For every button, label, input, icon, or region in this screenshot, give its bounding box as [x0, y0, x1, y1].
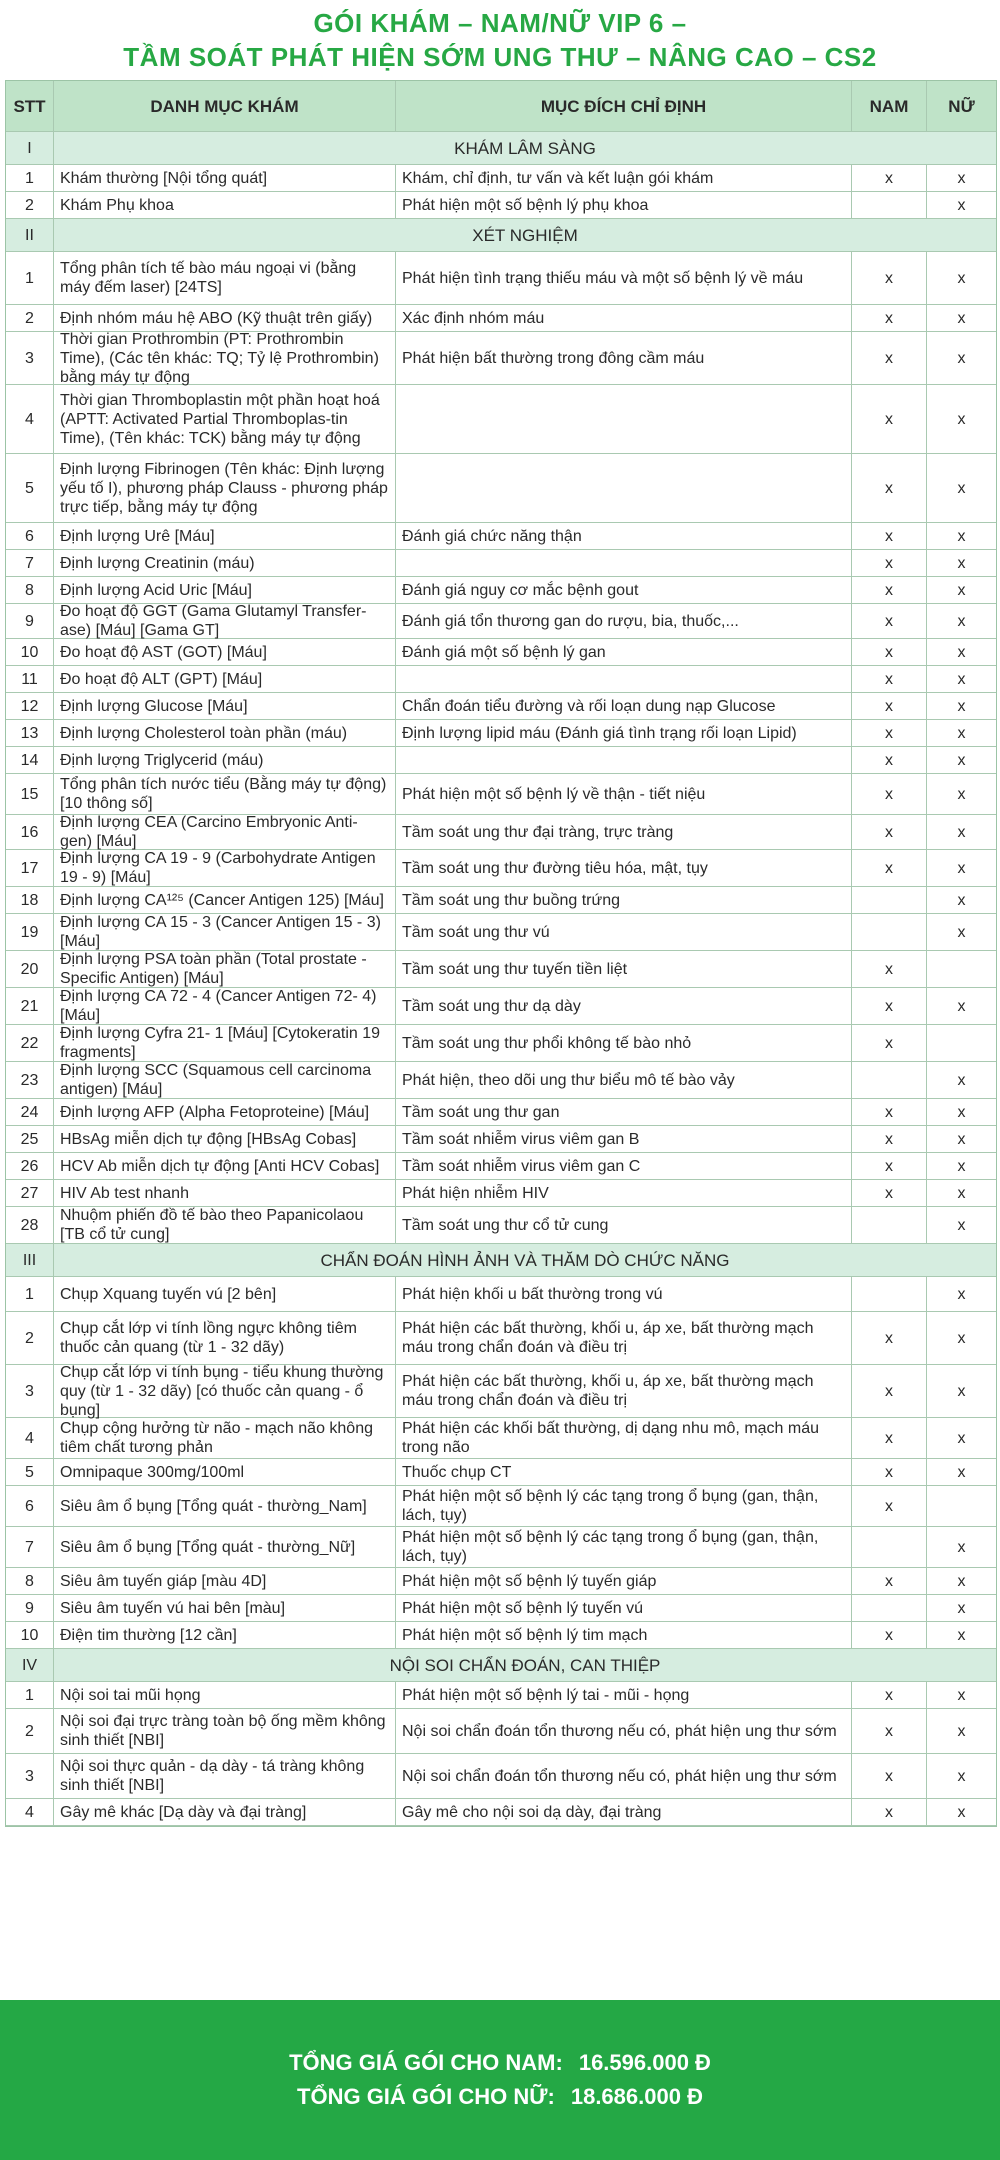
table-row — [6, 1312, 996, 1365]
row-purpose: Tầm soát nhiễm virus viêm gan C — [396, 1153, 852, 1179]
row-male-mark: x — [852, 1682, 927, 1708]
table-row — [6, 1486, 996, 1527]
row-stt: 8 — [6, 1568, 54, 1594]
row-exam-name: Định lượng CA 72 - 4 (Cancer Antigen 72- 4) [Máu] — [54, 988, 396, 1024]
header-male: NAM — [852, 81, 927, 131]
row-exam-name: Nội soi đại trực tràng toàn bộ ống mềm không sinh thiết [NBI] — [54, 1709, 396, 1753]
table-row — [6, 815, 996, 850]
header-purpose: MỤC ĐÍCH CHỈ ĐỊNH — [396, 81, 852, 131]
table-row — [6, 693, 996, 720]
row-female-mark: x — [957, 479, 966, 497]
row-stt: 7 — [6, 550, 54, 576]
row-stt: 24 — [6, 1099, 54, 1125]
row-female-mark: x — [957, 724, 966, 742]
row-exam-name: Thời gian Thromboplastin một phần hoạt hoá (APTT: Activated Partial Thromboplas-tin Time), (Tên khác: TCK) bằng máy tự động — [54, 385, 396, 453]
row-male-mark: x — [852, 454, 927, 522]
row-female-mark: x — [957, 1767, 966, 1785]
row-stt: 3 — [6, 332, 54, 384]
row-male-mark — [852, 1277, 927, 1311]
row-exam-name: Đo hoạt độ ALT (GPT) [Máu] — [54, 666, 396, 692]
row-female-mark: x — [957, 823, 966, 841]
row-purpose: Phát hiện, theo dõi ung thư biểu mô tế bào vảy — [396, 1062, 852, 1098]
table-row — [6, 951, 996, 988]
row-exam-name: Định lượng Glucose [Máu] — [54, 693, 396, 719]
row-purpose: Phát hiện một số bệnh lý tuyến vú — [396, 1595, 852, 1621]
row-male-mark — [852, 1207, 927, 1243]
row-stt: 16 — [6, 815, 54, 849]
row-female-mark: x — [957, 554, 966, 572]
row-exam-name: Định lượng CA 19 - 9 (Carbohydrate Antigen 19 - 9) [Máu] — [54, 850, 396, 886]
table-row — [6, 1099, 996, 1126]
row-male-mark — [852, 1595, 927, 1621]
row-female-mark: x — [957, 1130, 966, 1148]
row-exam-name: Định lượng Acid Uric [Máu] — [54, 577, 396, 603]
row-female-mark: x — [957, 1329, 966, 1347]
title-line-2: TẦM SOÁT PHÁT HIỆN SỚM UNG THƯ – NÂNG CAO – CS2 — [123, 42, 877, 72]
row-exam-name: Định nhóm máu hệ ABO (Kỹ thuật trên giấy) — [54, 305, 396, 331]
row-purpose: Phát hiện các bất thường, khối u, áp xe, bất thường mạch máu trong chẩn đoán và điều trị — [396, 1365, 852, 1417]
row-purpose: Gây mê cho nội soi dạ dày, đại tràng — [396, 1799, 852, 1825]
row-stt: 1 — [6, 1277, 54, 1311]
row-stt: 4 — [6, 385, 54, 453]
row-male-mark: x — [852, 1365, 927, 1417]
row-male-mark: x — [852, 1486, 927, 1526]
row-purpose: Khám, chỉ định, tư vấn và kết luận gói khám — [396, 165, 852, 191]
row-exam-name: Định lượng SCC (Squamous cell carcinoma antigen) [Máu] — [54, 1062, 396, 1098]
row-female-mark: x — [957, 269, 966, 287]
row-male-mark: x — [852, 693, 927, 719]
row-purpose: Phát hiện một số bệnh lý về thận - tiết niệu — [396, 774, 852, 814]
row-male-mark: x — [852, 850, 927, 886]
row-female-mark — [927, 1025, 996, 1061]
row-purpose: Đánh giá nguy cơ mắc bệnh gout — [396, 577, 852, 603]
row-male-mark: x — [852, 1622, 927, 1648]
row-purpose: Phát hiện khối u bất thường trong vú — [396, 1277, 852, 1311]
row-stt: 13 — [6, 720, 54, 746]
table-row — [6, 454, 996, 523]
row-exam-name: Đo hoạt độ AST (GOT) [Máu] — [54, 639, 396, 665]
row-exam-name: Chụp Xquang tuyến vú [2 bên] — [54, 1277, 396, 1311]
section-number: II — [6, 219, 54, 251]
row-male-mark: x — [852, 604, 927, 638]
row-stt: 1 — [6, 1682, 54, 1708]
row-male-mark: x — [852, 1099, 927, 1125]
row-female-mark: x — [957, 527, 966, 545]
row-purpose: Phát hiện một số bệnh lý tuyến giáp — [396, 1568, 852, 1594]
row-purpose: Tầm soát ung thư dạ dày — [396, 988, 852, 1024]
row-male-mark: x — [852, 815, 927, 849]
row-exam-name: Siêu âm ổ bụng [Tổng quát - thường_Nam] — [54, 1486, 396, 1526]
row-purpose: Tầm soát ung thư phổi không tế bào nhỏ — [396, 1025, 852, 1061]
table-row — [6, 774, 996, 815]
section-title: KHÁM LÂM SÀNG — [454, 138, 596, 158]
row-purpose: Phát hiện các bất thường, khối u, áp xe, bất thường mạch máu trong chẩn đoán và điều trị — [396, 1312, 852, 1364]
row-male-mark: x — [852, 774, 927, 814]
row-male-mark: x — [852, 1459, 927, 1485]
table-row — [6, 1062, 996, 1099]
row-purpose: Tầm soát ung thư gan — [396, 1099, 852, 1125]
row-female-mark: x — [957, 859, 966, 877]
row-female-mark: x — [957, 1285, 966, 1303]
row-male-mark: x — [852, 639, 927, 665]
row-exam-name: Định lượng CA¹²⁵ (Cancer Antigen 125) [Máu] — [54, 887, 396, 913]
row-purpose: Đánh giá tổn thương gan do rượu, bia, thuốc,... — [396, 604, 852, 638]
table-row — [6, 305, 996, 332]
row-stt: 3 — [6, 1365, 54, 1417]
row-male-mark — [852, 887, 927, 913]
row-exam-name: Định lượng Creatinin (máu) — [54, 550, 396, 576]
section-row — [6, 1244, 996, 1277]
row-purpose: Đánh giá chức năng thận — [396, 523, 852, 549]
row-stt: 2 — [6, 1709, 54, 1753]
row-purpose: Đánh giá một số bệnh lý gan — [396, 639, 852, 665]
row-purpose: Tầm soát ung thư tuyến tiền liệt — [396, 951, 852, 987]
row-exam-name: HIV Ab test nhanh — [54, 1180, 396, 1206]
row-purpose: Phát hiện tình trạng thiếu máu và một số bệnh lý về máu — [396, 252, 852, 304]
row-female-mark: x — [957, 670, 966, 688]
row-male-mark: x — [852, 1180, 927, 1206]
row-male-mark: x — [852, 550, 927, 576]
table-row — [6, 639, 996, 666]
table-row — [6, 604, 996, 639]
section-title: XÉT NGHIỆM — [472, 225, 578, 245]
row-exam-name: Tổng phân tích tế bào máu ngoại vi (bằng máy đếm laser) [24TS] — [54, 252, 396, 304]
row-stt: 10 — [6, 1622, 54, 1648]
row-male-mark: x — [852, 1153, 927, 1179]
table-row — [6, 192, 996, 219]
table-row — [6, 1207, 996, 1244]
row-stt: 9 — [6, 604, 54, 638]
row-female-mark: x — [957, 196, 966, 214]
row-stt: 26 — [6, 1153, 54, 1179]
row-male-mark: x — [852, 1312, 927, 1364]
row-stt: 6 — [6, 523, 54, 549]
row-female-mark: x — [957, 1803, 966, 1821]
table-row — [6, 1709, 996, 1754]
table-row — [6, 577, 996, 604]
table-row — [6, 1365, 996, 1418]
row-female-mark: x — [957, 612, 966, 630]
table-row — [6, 1799, 996, 1826]
row-purpose: Phát hiện các khối bất thường, dị dạng nhu mô, mạch máu trong não — [396, 1418, 852, 1458]
row-female-mark: x — [957, 1538, 966, 1556]
row-female-mark: x — [957, 1184, 966, 1202]
table-row — [6, 1277, 996, 1312]
row-stt: 28 — [6, 1207, 54, 1243]
row-stt: 11 — [6, 666, 54, 692]
row-stt: 27 — [6, 1180, 54, 1206]
table-row — [6, 666, 996, 693]
row-purpose: Phát hiện bất thường trong đông cầm máu — [396, 332, 852, 384]
section-number: III — [6, 1244, 54, 1276]
row-exam-name: Chụp cộng hưởng từ não - mạch não không tiêm chất tương phản — [54, 1418, 396, 1458]
row-purpose: Tầm soát ung thư đường tiêu hóa, mật, tụy — [396, 850, 852, 886]
row-stt: 2 — [6, 1312, 54, 1364]
row-stt: 14 — [6, 747, 54, 773]
row-purpose: Xác định nhóm máu — [396, 305, 852, 331]
row-exam-name: Định lượng Cyfra 21- 1 [Máu] [Cytokeratin 19 fragments] — [54, 1025, 396, 1061]
row-exam-name: Định lượng Fibrinogen (Tên khác: Định lượng yếu tố I), phương pháp Clauss - phương pháp trực tiếp, bằng máy tự động — [54, 454, 396, 522]
row-male-mark: x — [852, 1754, 927, 1798]
row-purpose — [396, 550, 852, 576]
row-male-mark: x — [852, 165, 927, 191]
row-exam-name: Định lượng Cholesterol toàn phần (máu) — [54, 720, 396, 746]
row-male-mark: x — [852, 1568, 927, 1594]
row-stt: 5 — [6, 1459, 54, 1485]
row-stt: 3 — [6, 1754, 54, 1798]
row-stt: 4 — [6, 1418, 54, 1458]
row-male-mark: x — [852, 523, 927, 549]
row-stt: 4 — [6, 1799, 54, 1825]
row-purpose: Tầm soát ung thư cổ tử cung — [396, 1207, 852, 1243]
row-female-mark: x — [957, 1626, 966, 1644]
row-female-mark: x — [957, 169, 966, 187]
row-stt: 17 — [6, 850, 54, 886]
row-purpose: Nội soi chẩn đoán tổn thương nếu có, phát hiện ung thư sớm — [396, 1709, 852, 1753]
table-row — [6, 887, 996, 914]
table-row — [6, 988, 996, 1025]
row-male-mark — [852, 192, 927, 218]
total-male — [289, 2046, 711, 2080]
total-female-label: TỔNG GIÁ GÓI CHO NỮ: — [297, 2084, 555, 2109]
row-exam-name: Khám thường [Nội tổng quát] — [54, 165, 396, 191]
row-exam-name: Đo hoạt độ GGT (Gama Glutamyl Transfer-ase) [Máu] [Gama GT] — [54, 604, 396, 638]
table-row — [6, 1754, 996, 1799]
row-female-mark: x — [957, 1071, 966, 1089]
row-purpose: Phát hiện một số bệnh lý tim mạch — [396, 1622, 852, 1648]
row-stt: 7 — [6, 1527, 54, 1567]
row-purpose: Phát hiện một số bệnh lý phụ khoa — [396, 192, 852, 218]
table-row — [6, 1180, 996, 1207]
row-purpose: Thuốc chụp CT — [396, 1459, 852, 1485]
row-stt: 18 — [6, 887, 54, 913]
table-row — [6, 1418, 996, 1459]
row-male-mark: x — [852, 1709, 927, 1753]
row-female-mark: x — [957, 697, 966, 715]
section-row — [6, 132, 996, 165]
table-row — [6, 1527, 996, 1568]
row-exam-name: Định lượng CA 15 - 3 (Cancer Antigen 15 - 3) [Máu] — [54, 914, 396, 950]
row-male-mark: x — [852, 305, 927, 331]
row-female-mark: x — [957, 785, 966, 803]
row-exam-name: Chụp cắt lớp vi tính lồng ngực không tiêm thuốc cản quang (từ 1 - 32 dãy) — [54, 1312, 396, 1364]
row-exam-name: Siêu âm ổ bụng [Tổng quát - thường_Nữ] — [54, 1527, 396, 1567]
row-male-mark: x — [852, 720, 927, 746]
header-name: DANH MỤC KHÁM — [54, 81, 396, 131]
row-stt: 9 — [6, 1595, 54, 1621]
row-female-mark: x — [957, 309, 966, 327]
section-number: IV — [6, 1649, 54, 1681]
row-stt: 5 — [6, 454, 54, 522]
row-stt: 21 — [6, 988, 54, 1024]
table-row — [6, 385, 996, 454]
row-female-mark: x — [957, 751, 966, 769]
row-female-mark — [927, 951, 996, 987]
header-female: NỮ — [948, 96, 975, 116]
table-row — [6, 550, 996, 577]
row-male-mark — [852, 1527, 927, 1567]
row-female-mark: x — [957, 410, 966, 428]
row-male-mark: x — [852, 1126, 927, 1152]
section-row — [6, 219, 996, 252]
row-purpose: Tầm soát ung thư đại tràng, trực tràng — [396, 815, 852, 849]
row-purpose: Phát hiện một số bệnh lý tai - mũi - họng — [396, 1682, 852, 1708]
row-male-mark: x — [852, 1799, 927, 1825]
row-stt: 10 — [6, 639, 54, 665]
row-exam-name: Siêu âm tuyến giáp [màu 4D] — [54, 1568, 396, 1594]
row-male-mark: x — [852, 988, 927, 1024]
row-female-mark: x — [957, 1463, 966, 1481]
section-row — [6, 1649, 996, 1682]
row-purpose: Phát hiện một số bệnh lý các tạng trong ổ bụng (gan, thận, lách, tụy) — [396, 1527, 852, 1567]
row-exam-name: Siêu âm tuyến vú hai bên [màu] — [54, 1595, 396, 1621]
table-row — [6, 165, 996, 192]
row-male-mark: x — [852, 747, 927, 773]
row-female-mark: x — [957, 1686, 966, 1704]
header-stt: STT — [6, 81, 54, 131]
row-purpose — [396, 385, 852, 453]
table-row — [6, 1622, 996, 1649]
row-purpose: Phát hiện nhiễm HIV — [396, 1180, 852, 1206]
row-purpose — [396, 747, 852, 773]
row-stt: 19 — [6, 914, 54, 950]
table-row — [6, 914, 996, 951]
row-male-mark: x — [852, 1418, 927, 1458]
row-male-mark: x — [852, 332, 927, 384]
row-male-mark: x — [852, 252, 927, 304]
row-stt: 20 — [6, 951, 54, 987]
table-header — [6, 81, 996, 132]
row-stt: 8 — [6, 577, 54, 603]
row-stt: 1 — [6, 165, 54, 191]
row-male-mark — [852, 1062, 927, 1098]
row-purpose: Tầm soát ung thư vú — [396, 914, 852, 950]
row-exam-name: Nội soi thực quản - dạ dày - tá tràng không sinh thiết [NBI] — [54, 1754, 396, 1798]
row-female-mark: x — [957, 1429, 966, 1447]
row-exam-name: Omnipaque 300mg/100ml — [54, 1459, 396, 1485]
row-female-mark: x — [957, 997, 966, 1015]
table-row — [6, 1153, 996, 1180]
row-male-mark: x — [852, 666, 927, 692]
row-stt: 15 — [6, 774, 54, 814]
exam-table — [5, 80, 997, 1827]
title-line-1: GÓI KHÁM – NAM/NỮ VIP 6 – — [313, 8, 687, 38]
row-male-mark: x — [852, 385, 927, 453]
row-female-mark: x — [957, 643, 966, 661]
row-purpose: Nội soi chẩn đoán tổn thương nếu có, phát hiện ung thư sớm — [396, 1754, 852, 1798]
row-exam-name: Nhuộm phiến đồ tế bào theo Papanicolaou [TB cổ tử cung] — [54, 1207, 396, 1243]
row-stt: 2 — [6, 192, 54, 218]
row-female-mark: x — [957, 1572, 966, 1590]
row-stt: 2 — [6, 305, 54, 331]
row-stt: 12 — [6, 693, 54, 719]
row-purpose: Chẩn đoán tiểu đường và rối loạn dung nạp Glucose — [396, 693, 852, 719]
row-exam-name: Định lượng AFP (Alpha Fetoproteine) [Máu] — [54, 1099, 396, 1125]
row-male-mark: x — [852, 577, 927, 603]
table-row — [6, 1595, 996, 1622]
row-exam-name: Gây mê khác [Dạ dày và đại tràng] — [54, 1799, 396, 1825]
row-stt: 22 — [6, 1025, 54, 1061]
row-male-mark: x — [852, 951, 927, 987]
row-female-mark: x — [957, 923, 966, 941]
row-exam-name: Định lượng PSA toàn phần (Total prostate - Specific Antigen) [Máu] — [54, 951, 396, 987]
total-male-label: TỔNG GIÁ GÓI CHO NAM: — [289, 2050, 563, 2075]
row-stt: 1 — [6, 252, 54, 304]
section-number: I — [6, 132, 54, 164]
row-exam-name: HBsAg miễn dịch tự động [HBsAg Cobas] — [54, 1126, 396, 1152]
row-female-mark: x — [957, 1157, 966, 1175]
row-female-mark: x — [957, 1103, 966, 1121]
table-row — [6, 252, 996, 305]
row-purpose: Tầm soát nhiễm virus viêm gan B — [396, 1126, 852, 1152]
table-row — [6, 1126, 996, 1153]
row-exam-name: Khám Phụ khoa — [54, 192, 396, 218]
row-purpose — [396, 666, 852, 692]
table-row — [6, 1568, 996, 1595]
row-female-mark: x — [957, 1216, 966, 1234]
table-row — [6, 850, 996, 887]
row-exam-name: Tổng phân tích nước tiểu (Bằng máy tự động) [10 thông số] — [54, 774, 396, 814]
row-exam-name: Chụp cắt lớp vi tính bụng - tiểu khung thường quy (từ 1 - 32 dãy) [có thuốc cản quang - ổ bụng] — [54, 1365, 396, 1417]
row-female-mark: x — [957, 1599, 966, 1617]
row-stt: 25 — [6, 1126, 54, 1152]
table-row — [6, 332, 996, 385]
row-stt: 6 — [6, 1486, 54, 1526]
row-female-mark: x — [957, 891, 966, 909]
row-female-mark: x — [957, 581, 966, 599]
table-row — [6, 720, 996, 747]
table-row — [6, 1682, 996, 1709]
total-female — [297, 2080, 703, 2114]
row-stt: 23 — [6, 1062, 54, 1098]
table-row — [6, 747, 996, 774]
row-female-mark: x — [957, 1722, 966, 1740]
row-female-mark: x — [957, 1382, 966, 1400]
page-title — [0, 0, 1000, 80]
row-exam-name: Định lượng CEA (Carcino Embryonic Anti-gen) [Máu] — [54, 815, 396, 849]
row-exam-name: HCV Ab miễn dịch tự động [Anti HCV Cobas] — [54, 1153, 396, 1179]
row-female-mark — [927, 1486, 996, 1526]
row-exam-name: Thời gian Prothrombin (PT: Prothrombin Time), (Các tên khác: TQ; Tỷ lệ Prothrombin) bằng máy tự động — [54, 332, 396, 384]
total-male-value: 16.596.000 Đ — [578, 2050, 711, 2075]
row-purpose: Tầm soát ung thư buồng trứng — [396, 887, 852, 913]
section-title: CHẨN ĐOÁN HÌNH ẢNH VÀ THĂM DÒ CHỨC NĂNG — [320, 1250, 730, 1270]
row-purpose: Định lượng lipid máu (Đánh giá tình trạng rối loạn Lipid) — [396, 720, 852, 746]
total-female-value: 18.686.000 Đ — [570, 2084, 703, 2109]
table-row — [6, 523, 996, 550]
table-row — [6, 1025, 996, 1062]
row-male-mark: x — [852, 1025, 927, 1061]
row-exam-name: Định lượng Triglycerid (máu) — [54, 747, 396, 773]
total-price-banner — [0, 2000, 1000, 2160]
row-exam-name: Nội soi tai mũi họng — [54, 1682, 396, 1708]
row-male-mark — [852, 914, 927, 950]
row-purpose — [396, 454, 852, 522]
row-exam-name: Điện tim thường [12 cần] — [54, 1622, 396, 1648]
row-purpose: Phát hiện một số bệnh lý các tạng trong ổ bụng (gan, thận, lách, tụy) — [396, 1486, 852, 1526]
row-exam-name: Định lượng Urê [Máu] — [54, 523, 396, 549]
table-row — [6, 1459, 996, 1486]
section-title: NỘI SOI CHẨN ĐOÁN, CAN THIỆP — [389, 1655, 661, 1675]
row-female-mark: x — [957, 349, 966, 367]
